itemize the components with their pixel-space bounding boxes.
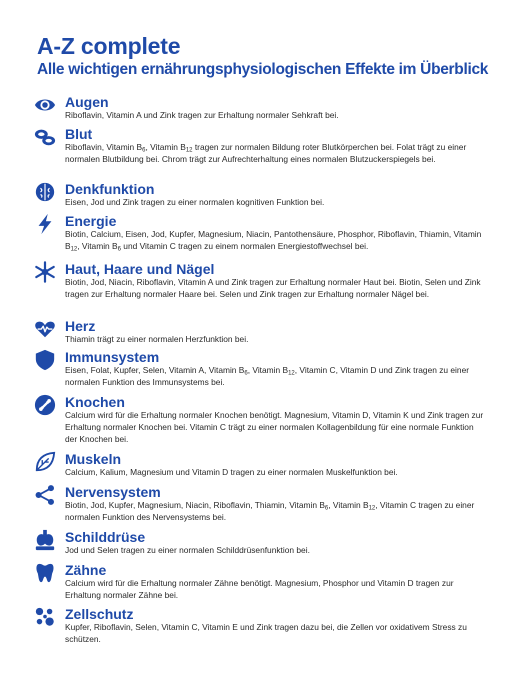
network-icon	[34, 484, 56, 506]
entry-heading: Knochen	[65, 394, 125, 410]
description-text: , Vitamin B	[247, 365, 289, 375]
heartbeat-icon	[34, 318, 56, 340]
cells-icon	[34, 606, 56, 628]
description-text: Biotin, Jod, Kupfer, Magnesium, Niacin, Riboflavin, Thiamin, Vitamin B	[65, 500, 325, 510]
description-text: , Vitamin B	[145, 142, 186, 152]
description-text: Calcium wird für die Erhaltung normaler Zähne benötigt. Magnesium, Phosphor und Vitamin D tragen zur Erhaltung normaler Zähne bei.	[65, 578, 454, 600]
description-text: , Vitamin B	[77, 240, 118, 251]
description-text: tragen zur normalen Bildung roter Blutkörperchen bei. Folat trägt zu einer normalen Blutbildung bei. Chrom trägt zur Aufrechterhaltung eines normalen Blutzuckerspiegels bei.	[65, 142, 467, 164]
description-text: , Vitamin B	[328, 500, 369, 510]
entry-description	[65, 578, 485, 602]
eye-icon	[34, 94, 56, 116]
entry-heading: Zähne	[65, 562, 107, 578]
description-text: 6	[142, 147, 146, 154]
description-text: Riboflavin, Vitamin A und Zink tragen zur Erhaltung normaler Sehkraft bei.	[65, 110, 339, 120]
description-text: Thiamin trägt zu einer normalen Herzfunktion bei.	[65, 334, 249, 344]
description-text: 12	[368, 505, 376, 512]
page-subtitle: Alle wichtigen ernährungsphysiologischen Effekte im Überblick	[37, 61, 489, 78]
lightning-icon	[34, 213, 56, 235]
entry-heading: Nervensystem	[65, 484, 161, 500]
entry-description	[65, 622, 485, 646]
entry-description	[65, 545, 485, 557]
snowflake-icon	[34, 261, 56, 283]
entry-heading: Schilddrüse	[65, 529, 146, 545]
entry-heading: Augen	[65, 94, 109, 110]
entry-description	[65, 142, 485, 166]
thyroid-icon	[34, 529, 56, 551]
entry-heading: Zellschutz	[65, 606, 134, 622]
description-text: 6	[324, 505, 329, 512]
description-text: 12	[185, 147, 193, 154]
entry-description	[65, 467, 485, 479]
entry-description	[65, 500, 485, 524]
entry-heading: Energie	[65, 213, 117, 229]
description-text: , Vitamin C, Vitamin D und Zink tragen zu einer normalen Funktion des Immunsystems bei.	[65, 365, 470, 387]
description-text: Calcium, Kalium, Magnesium und Vitamin D tragen zu einer normalen Muskelfunktion bei.	[65, 467, 398, 477]
page-title: A-Z complete	[37, 33, 181, 59]
entry-heading: Denkfunktion	[65, 181, 155, 197]
entry-description	[65, 334, 485, 346]
bone-icon	[34, 394, 56, 416]
entry-heading: Haut, Haare und Nägel	[65, 261, 215, 277]
blood-cells-icon	[34, 126, 56, 148]
description-text: 12	[288, 370, 295, 377]
entry-heading: Herz	[65, 318, 96, 334]
brain-icon	[34, 181, 56, 203]
description-text: und Vitamin C tragen zu einem normalen Energiestoffwechsel bei.	[120, 240, 369, 251]
entry-heading: Immunsystem	[65, 349, 160, 365]
description-text: Biotin, Calcium, Eisen, Jod, Kupfer, Magnesium, Niacin, Pantothensäure, Phosphor, Riboflavin, Thiamin, Vitamin B	[65, 229, 482, 251]
description-text: Jod und Selen tragen zu einer normalen Schilddrüsenfunktion bei.	[65, 545, 310, 555]
description-text: 12	[70, 246, 78, 253]
description-text: Riboflavin, Vitamin B	[65, 142, 143, 152]
entry-description	[65, 365, 485, 389]
description-text: Biotin, Jod, Niacin, Riboflavin, Vitamin A und Zink tragen zur Erhaltung normaler Haut bei. Biotin, Selen und Zink tragen zur Erhaltung normaler Haare bei. Selen und Zink tragen zur Erhaltung normaler Nägel bei.	[65, 277, 481, 299]
entry-description	[65, 410, 485, 445]
description-text: Calcium wird für die Erhaltung normaler Knochen benötigt. Magnesium, Vitamin D, Vitamin K und Zink tragen zur Erhaltung normaler Knochen bei. Vitamin C trägt zu einer normalen Kollagenbildung für eine normale Funktion der Knochen bei.	[65, 410, 484, 444]
leaf-icon	[34, 451, 56, 473]
description-text: 6	[117, 246, 121, 253]
entry-description	[65, 197, 485, 209]
shield-icon	[34, 349, 56, 371]
description-text: Eisen, Folat, Kupfer, Selen, Vitamin A, Vitamin B	[65, 365, 245, 375]
entry-description	[65, 110, 485, 122]
description-text: 6	[244, 370, 248, 377]
entry-description	[65, 229, 485, 253]
description-text: Eisen, Jod und Zink tragen zu einer normalen kognitiven Funktion bei.	[65, 197, 325, 207]
entry-heading: Muskeln	[65, 451, 122, 467]
entry-heading: Blut	[65, 126, 93, 142]
description-text: Kupfer, Riboflavin, Selen, Vitamin C, Vitamin E und Zink tragen dazu bei, die Zellen vor oxidativem Stress zu schützen.	[65, 622, 467, 644]
tooth-icon	[34, 562, 56, 584]
description-text: , Vitamin C tragen zu einer normalen Funktion des Nervensystems bei.	[65, 500, 475, 522]
entry-description	[65, 277, 485, 301]
